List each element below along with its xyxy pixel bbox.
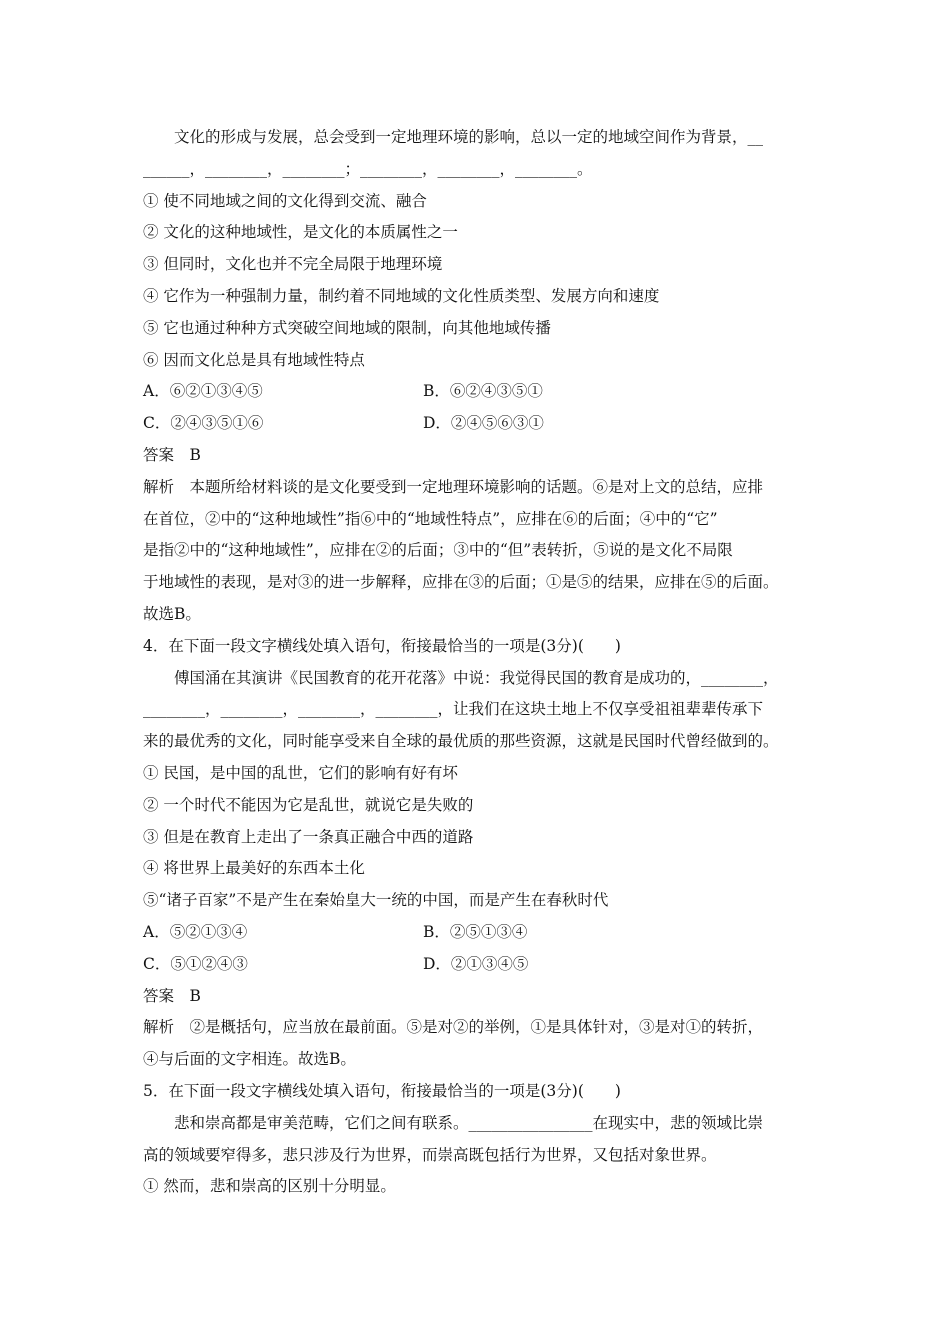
q3-stem-line-1: 文化的形成与发展，总会受到一定地理环境的影响，总以一定的地域空间作为背景，__ (174, 128, 764, 146)
q3-analysis-line-2: 在首位，②中的“这种地域性”指⑥中的“地域性特点”，应排在⑥的后面；④中的“它” (143, 509, 718, 528)
q3-options-row-2 (143, 408, 815, 440)
q3-item-5: ⑤ 它也通过种种方式突破空间地域的限制，向其他地域传播 (143, 318, 551, 337)
q4-item-1: ① 民国，是中国的乱世，它们的影响有好有坏 (143, 763, 458, 782)
q4-stem-line-3: 来的最优秀的文化，同时能享受来自全球的最优质的那些资源，这就是民国时代曾经做到的。 (143, 732, 779, 751)
q4-options-row-2 (143, 949, 815, 981)
q3-answer: 答案 B (143, 445, 201, 464)
q5-item-1: ① 然而，悲和崇高的区别十分明显。 (143, 1177, 396, 1196)
q5-stem-line-1: 悲和崇高都是审美范畴，它们之间有联系。________________在现实中，悲的领域比崇 (174, 1113, 764, 1132)
q4-item-3: ③ 但是在教育上走出了一条真正融合中西的道路 (143, 827, 474, 846)
q4-option-c: C．⑤①②④③ (143, 954, 248, 973)
q5-title: 5．在下面一段文字横线处填入语句，衔接最恰当的一项是(3分)( ) (143, 1081, 621, 1100)
q3-stem-line-2: ______，________，________；________，________，________。 (143, 159, 593, 178)
q4-analysis-line-1: 解析 ②是概括句，应当放在最前面。⑤是对②的举例，①是具体针对，③是对①的转折， (143, 1018, 764, 1037)
q4-stem-line-1: 傅国涌在其演讲《民国教育的花开花落》中说：我觉得民国的教育是成功的，________， (174, 668, 779, 687)
q4-option-d: D．②①③④⑤ (423, 954, 529, 973)
q4-option-b: B．②⑤①③④ (423, 922, 528, 941)
q3-option-d: D．②④⑤⑥③① (423, 414, 544, 433)
question-sheet (143, 122, 815, 1203)
q3-option-b: B．⑥②④③⑤① (423, 382, 543, 401)
q3-item-2: ② 文化的这种地域性，是文化的本质属性之一 (143, 223, 458, 242)
q3-item-3: ③ 但同时，文化也并不完全局限于地理环境 (143, 255, 443, 274)
q3-item-1: ① 使不同地域之间的文化得到交流、融合 (143, 191, 427, 210)
q4-item-4: ④ 将世界上最美好的东西本土化 (143, 859, 365, 878)
q3-analysis-line-4: 于地域性的表现，是对③的进一步解释，应排在③的后面；①是⑤的结果，应排在⑤的后面。 (143, 573, 779, 592)
q4-answer: 答案 B (143, 986, 201, 1005)
q3-analysis-line-1: 解析 本题所给材料谈的是文化要受到一定地理环境影响的话题。⑥是对上文的总结，应排 (143, 477, 764, 496)
q4-option-a: A．⑤②①③④ (143, 922, 248, 941)
q3-option-c: C．②④③⑤①⑥ (143, 414, 264, 433)
q3-item-4: ④ 它作为一种强制力量，制约着不同地域的文化性质类型、发展方向和速度 (143, 286, 660, 305)
q4-item-5: ⑤“诸子百家”不是产生在秦始皇大一统的中国，而是产生在春秋时代 (143, 891, 609, 910)
q3-item-6: ⑥ 因而文化总是具有地域性特点 (143, 350, 365, 369)
q3-analysis-line-5: 故选B。 (143, 604, 201, 623)
q4-item-2: ② 一个时代不能因为它是乱世，就说它是失败的 (143, 795, 474, 814)
q4-title: 4．在下面一段文字横线处填入语句，衔接最恰当的一项是(3分)( ) (143, 636, 621, 655)
q4-analysis-line-2: ④与后面的文字相连。故选B。 (143, 1050, 356, 1069)
q3-option-a: A．⑥②①③④⑤ (143, 382, 263, 401)
q4-options-row-1 (143, 917, 815, 949)
q3-options-row-1 (143, 376, 815, 408)
q5-stem-line-2: 高的领域要窄得多，悲只涉及行为世界，而崇高既包括行为世界，又包括对象世界。 (143, 1145, 717, 1164)
q4-stem-line-2: ________，________，________，________，让我们在这块土地上不仅享受祖祖辈辈传承下 (143, 700, 764, 719)
q3-analysis-line-3: 是指②中的“这种地域性”，应排在②的后面；③中的“但”表转折，⑤说的是文化不局限 (143, 541, 733, 560)
